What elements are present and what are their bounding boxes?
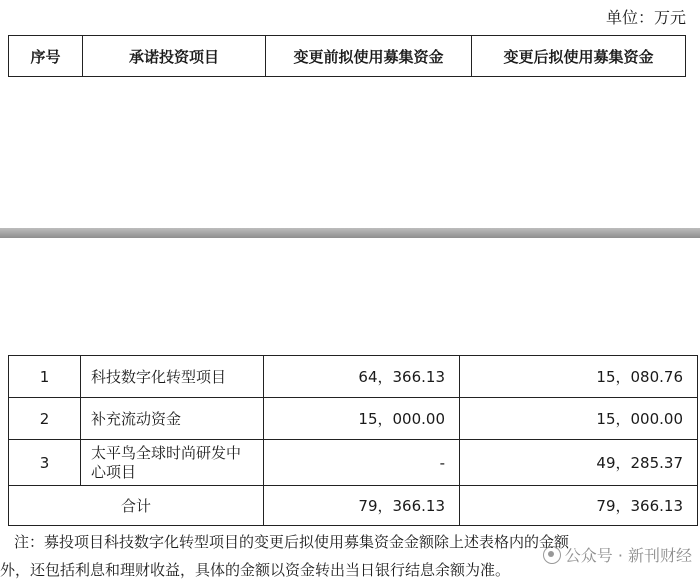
data-table	[8, 355, 698, 526]
row-before: 64，366.13	[264, 356, 460, 398]
row-before: 15，000.00	[264, 398, 460, 440]
table-row	[9, 398, 698, 440]
total-before: 79，366.13	[264, 486, 460, 526]
row-before: -	[264, 440, 460, 486]
watermark-text: 公众号 · 新刊财经	[564, 546, 692, 565]
footnote-line-2: 外，还包括利息和理财收益，具体的金额以资金转出当日银行结息余额为准。	[0, 561, 511, 579]
footnote-line-1: 注：募投项目科技数字化转型项目的变更后拟使用募集资金金额除上述表格内的金额	[14, 533, 570, 551]
row-after: 15，000.00	[460, 398, 698, 440]
header-before: 变更前拟使用募集资金	[266, 36, 472, 77]
header-project: 承诺投资项目	[83, 36, 266, 77]
header-after: 变更后拟使用募集资金	[472, 36, 686, 77]
table-row	[9, 356, 698, 398]
row-project: 太平鸟全球时尚研发中心项目	[81, 440, 264, 486]
wechat-icon	[543, 546, 561, 564]
total-after: 79，366.13	[460, 486, 698, 526]
total-label: 合计	[9, 486, 264, 526]
table-row	[9, 440, 698, 486]
row-no: 1	[9, 356, 81, 398]
unit-label: 单位：万元	[605, 8, 686, 27]
row-no: 3	[9, 440, 81, 486]
header-no: 序号	[9, 36, 83, 77]
table-header	[8, 35, 686, 77]
row-project: 补充流动资金	[81, 398, 264, 440]
row-project: 科技数字化转型项目	[81, 356, 264, 398]
row-no: 2	[9, 398, 81, 440]
watermark	[543, 543, 692, 566]
row-after: 15，080.76	[460, 356, 698, 398]
table-total-row	[9, 486, 698, 526]
row-after: 49，285.37	[460, 440, 698, 486]
page-break-divider	[0, 228, 700, 238]
